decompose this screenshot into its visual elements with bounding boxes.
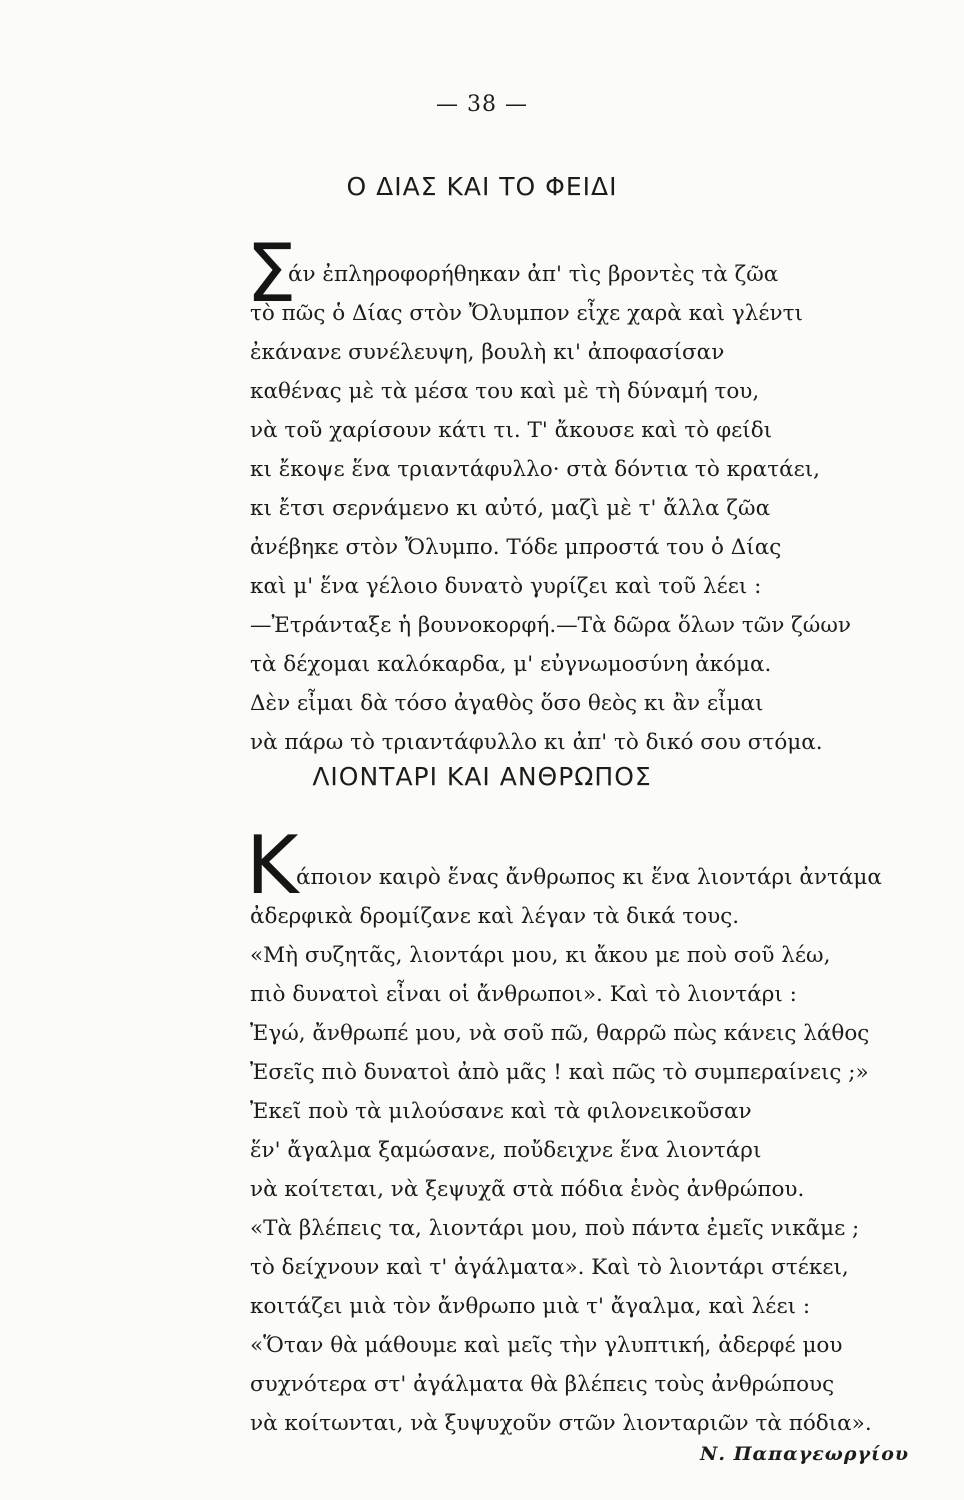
story2-line: νὰ κοίτεται, νὰ ξεψυχᾶ στὰ πόδια ἑνὸς ἀνθρώπου. bbox=[250, 1177, 805, 1202]
story1-line: τὸ πῶς ὁ Δίας στὸν Ὄλυμπον εἶχε χαρὰ καὶ γλέντι bbox=[250, 301, 803, 326]
story1-line: νὰ πάρω τὸ τριαντάφυλλο κι ἀπ' τὸ δικό σου στόμα. bbox=[250, 730, 823, 755]
story2-line: «Ὅταν θὰ μάθουμε καὶ μεῖς τὴν γλυπτική, ἀδερφέ μου bbox=[250, 1333, 843, 1358]
author-signature: Ν. Παπαγεωργίου bbox=[700, 1443, 910, 1465]
story2-line: «Μὴ συζητᾶς, λιοντάρι μου, κι ἄκου με ποὺ σοῦ λέω, bbox=[250, 943, 831, 968]
page-number: — 38 — bbox=[436, 92, 528, 117]
story2-drop-cap: Κ bbox=[246, 819, 299, 912]
story2-line: Ἐγώ, ἄνθρωπέ μου, νὰ σοῦ πῶ, θαρρῶ πὼς κάνεις λάθος bbox=[250, 1021, 870, 1046]
story2-line: Ἐκεῖ ποὺ τὰ μιλούσανε καὶ τὰ φιλονεικοῦσαν bbox=[250, 1099, 752, 1124]
story1-line: —Ἐτράνταξε ἡ βουνοκορφή.—Τὰ δῶρα ὅλων τῶν ζώων bbox=[250, 613, 851, 638]
story2-line: τὸ δείχνουν καὶ τ' ἀγάλματα». Καὶ τὸ λιοντάρι στέκει, bbox=[250, 1255, 849, 1280]
story2-line: συχνότερα στ' ἀγάλματα θὰ βλέπεις τοὺς ἀνθρώπους bbox=[250, 1372, 835, 1397]
story2-line: «Τὰ βλέπεις τα, λιοντάρι μου, ποὺ πάντα ἐμεῖς νικᾶμε ; bbox=[250, 1216, 860, 1241]
story1-line: καὶ μ' ἕνα γέλοιο δυνατὸ γυρίζει καὶ τοῦ λέει : bbox=[250, 574, 762, 599]
story2-title: ΛΙΟΝΤΑΡΙ ΚΑΙ ΑΝΘΡΩΠΟΣ bbox=[312, 762, 652, 791]
story1-line: νὰ τοῦ χαρίσουν κάτι τι. Τ' ἄκουσε καὶ τὸ φείδι bbox=[250, 418, 773, 443]
story2-line: άποιον καιρὸ ἕνας ἄνθρωπος κι ἕνα λιοντάρι ἀντάμα bbox=[296, 865, 882, 890]
story1-line: κι ἔκοψε ἕνα τριαντάφυλλο· στὰ δόντια τὸ κρατάει, bbox=[250, 457, 821, 482]
story2-line: ἀδερφικὰ δρομίζανε καὶ λέγαν τὰ δικά τους. bbox=[250, 904, 740, 929]
story2-line: πιὸ δυνατοὶ εἶναι οἱ ἄνθρωποι». Καὶ τὸ λιοντάρι : bbox=[250, 982, 797, 1007]
story2-line: Ἐσεῖς πιὸ δυνατοὶ ἀπὸ μᾶς ! καὶ πῶς τὸ συμπεραίνεις ;» bbox=[250, 1060, 869, 1085]
story1-line: ἐκάνανε συνέλευψη, βουλὴ κι' ἀποφασίσαν bbox=[250, 340, 725, 365]
story1-title: Ο ΔΙΑΣ ΚΑΙ ΤΟ ΦΕΙΔΙ bbox=[346, 172, 618, 201]
story1-line: κι ἔτσι σερνάμενο κι αὐτό, μαζὶ μὲ τ' ἄλλα ζῶα bbox=[250, 496, 771, 521]
story2-line: ἕν' ἄγαλμα ξαμώσανε, ποὔδειχνε ἕνα λιοντάρι bbox=[250, 1138, 762, 1163]
story1-drop-cap: Σ bbox=[246, 227, 297, 320]
story1-line: καθένας μὲ τὰ μέσα του καὶ μὲ τὴ δύναμή του, bbox=[250, 379, 760, 404]
story1-line: τὰ δέχομαι καλόκαρδα, μ' εὐγνωμοσύνη ἀκόμα. bbox=[250, 652, 772, 677]
story2-line: κοιτάζει μιὰ τὸν ἄνθρωπο μιὰ τ' ἄγαλμα, καὶ λέει : bbox=[250, 1294, 811, 1319]
story1-line: Δὲν εἶμαι δὰ τόσο ἀγαθὸς ὅσο θεὸς κι ἂν εἶμαι bbox=[250, 691, 764, 716]
story2-line: νὰ κοίτωνται, νὰ ξυψυχοῦν στῶν λιονταριῶν τὰ πόδια». bbox=[250, 1411, 872, 1436]
story1-line: άν ἐπληροφορήθηκαν ἀπ' τὶς βροντὲς τὰ ζῶα bbox=[288, 262, 779, 287]
story1-line: ἀνέβηκε στὸν Ὄλυμπο. Τόδε μπροστά του ὁ Δίας bbox=[250, 535, 782, 560]
